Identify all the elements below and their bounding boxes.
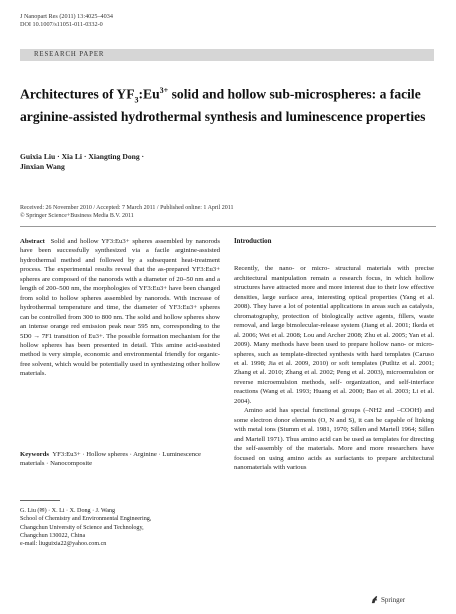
divider [20,226,436,227]
springer-horse-icon [370,595,379,604]
title-text-3: solid and hollow sub-microspheres: a facile arginine-assisted hydrothermal synthesis and luminescence properties [20,86,426,125]
title-superscript: 3+ [159,86,169,95]
author-list [20,152,320,172]
title-text-2: :Eu [138,86,160,102]
journal-info [20,13,113,29]
publication-dates [20,204,440,220]
section-band [20,49,434,61]
introduction-block [234,237,434,472]
title-text-1: Architectures of YF [20,86,135,102]
publisher-mark [370,595,405,604]
abstract-text: Solid and hollow YF3:Eu3+ spheres assembled by nanorods have been successfully synthesized via a facile arginine-assisted hydrothermal method and followed by a subsequent heat-treatment process. The experimental results reveal that the as-prepared YF3:Eu3+ spheres are composed of the nanorods with a diameter of 20–50 nm and a length of 200–500 nm, the morphologies of YF3:Eu3+ have been changed from solid to hollow spheres assembled by nanorods. With increase of hydrothermal temperature and time, the diameter of YF3:Eu3+ spheres can be controlled from 300 to 800 nm. The solid and hollow spheres show an intense orange red emission peak near 595 nm, corresponding to the 5D0 → 7F1 transition of Eu3+. The possible formation mechanism for the hollow spheres has been presented in detail. This amine acid-assisted method is very simple, economic and environmental friendly for organic-free solvent, which would be potentially used in synthesizing other hollow materials. [20,238,220,378]
affiliation-email[interactable]: e-mail: liuguixia22@yahoo.com.cn [20,541,107,548]
abstract-label: Abstract [20,238,45,245]
affiliation [20,507,220,548]
keywords-block [20,450,220,469]
doi: DOI 10.1007/s11051-011-0332-0 [20,21,103,28]
affiliation-city: Changchun 130022, China [20,532,86,539]
footnote-rule [20,500,60,501]
affiliation-authors: G. Liu (✉) · X. Li · X. Dong · J. Wang [20,508,116,514]
journal-citation: J Nanopart Res (2011) 13:4025–4034 [20,13,113,20]
title-subscript: 3 [134,95,139,105]
authors-line-2: Jinxian Wang [20,162,65,171]
keywords-text: YF3:Eu3+ · Hollow spheres · Arginine · Luminescence materials · Nanocomposite [20,451,202,468]
abstract-block [20,237,220,379]
affiliation-school: School of Chemistry and Environmental Engineering, [20,516,152,523]
publisher-name: Springer [381,596,406,604]
keywords-label: Keywords [20,451,49,458]
section-label: RESEARCH PAPER [34,51,105,58]
introduction-heading: Introduction [234,238,272,245]
paper-title [20,82,430,125]
affiliation-university: Changchun University of Science and Technology, [20,524,144,531]
authors-line-1: Guixia Liu · Xia Li · Xiangting Dong · [20,152,145,161]
introduction-paragraph-2: Amino acid has special functional groups (–NH2 and –COOH) and some electron donor elements (O, N and S), it can be capable of linking with metal ions (Stumm et al. 1981, 1970; Sillen and Martell 1964; Sillen and Martell 1971). Thus amino acid can be used as templates for directing the self-assembly of the materials. More and more researchers have focused on using amino acids as surfactants to prepare architectural nanomaterials with various [234,407,434,471]
dates-line: Received: 26 November 2010 / Accepted: 7 March 2011 / Published online: 1 April 2011 [20,205,234,211]
copyright-line: © Springer Science+Business Media B.V. 2011 [20,213,134,219]
introduction-paragraph-1: Recently, the nano- or micro- structural materials with precise architectural manipulation remain a research focus, in which hollow structures have attracted more and more interest due to their low effective densities, large surface area, interesting optical properties (Yang et al. 2008). They have a lot of potential applications in areas such as catalysis, chromatography, protection of biologically active agents, fillers, waste removal, and large bimolecular-release system (Jiang et al. 2001; Ikeda et al. 2006; Wei et al. 2008; Lou and Archer 2008; Zhu et al. 2005; Yan et al. 2009). Many methods have been used to prepare hollow nano- or micro-spheres, such as template-directed synthesis with hard templates (Caruso et al. 1998; Jia et al. 2009, 2010) or soft templates (Putlitz et al. 2001; Zhang et al. 2010; Zhang et al. 2002; Peng et al. 2003), microemulsion or reverse microemulsion methods, self- organization, and self-interface reactions (Wang et al. 1993; Huang et al. 2000; Bao et al. 2003; Li et al. 2004). [234,265,434,405]
